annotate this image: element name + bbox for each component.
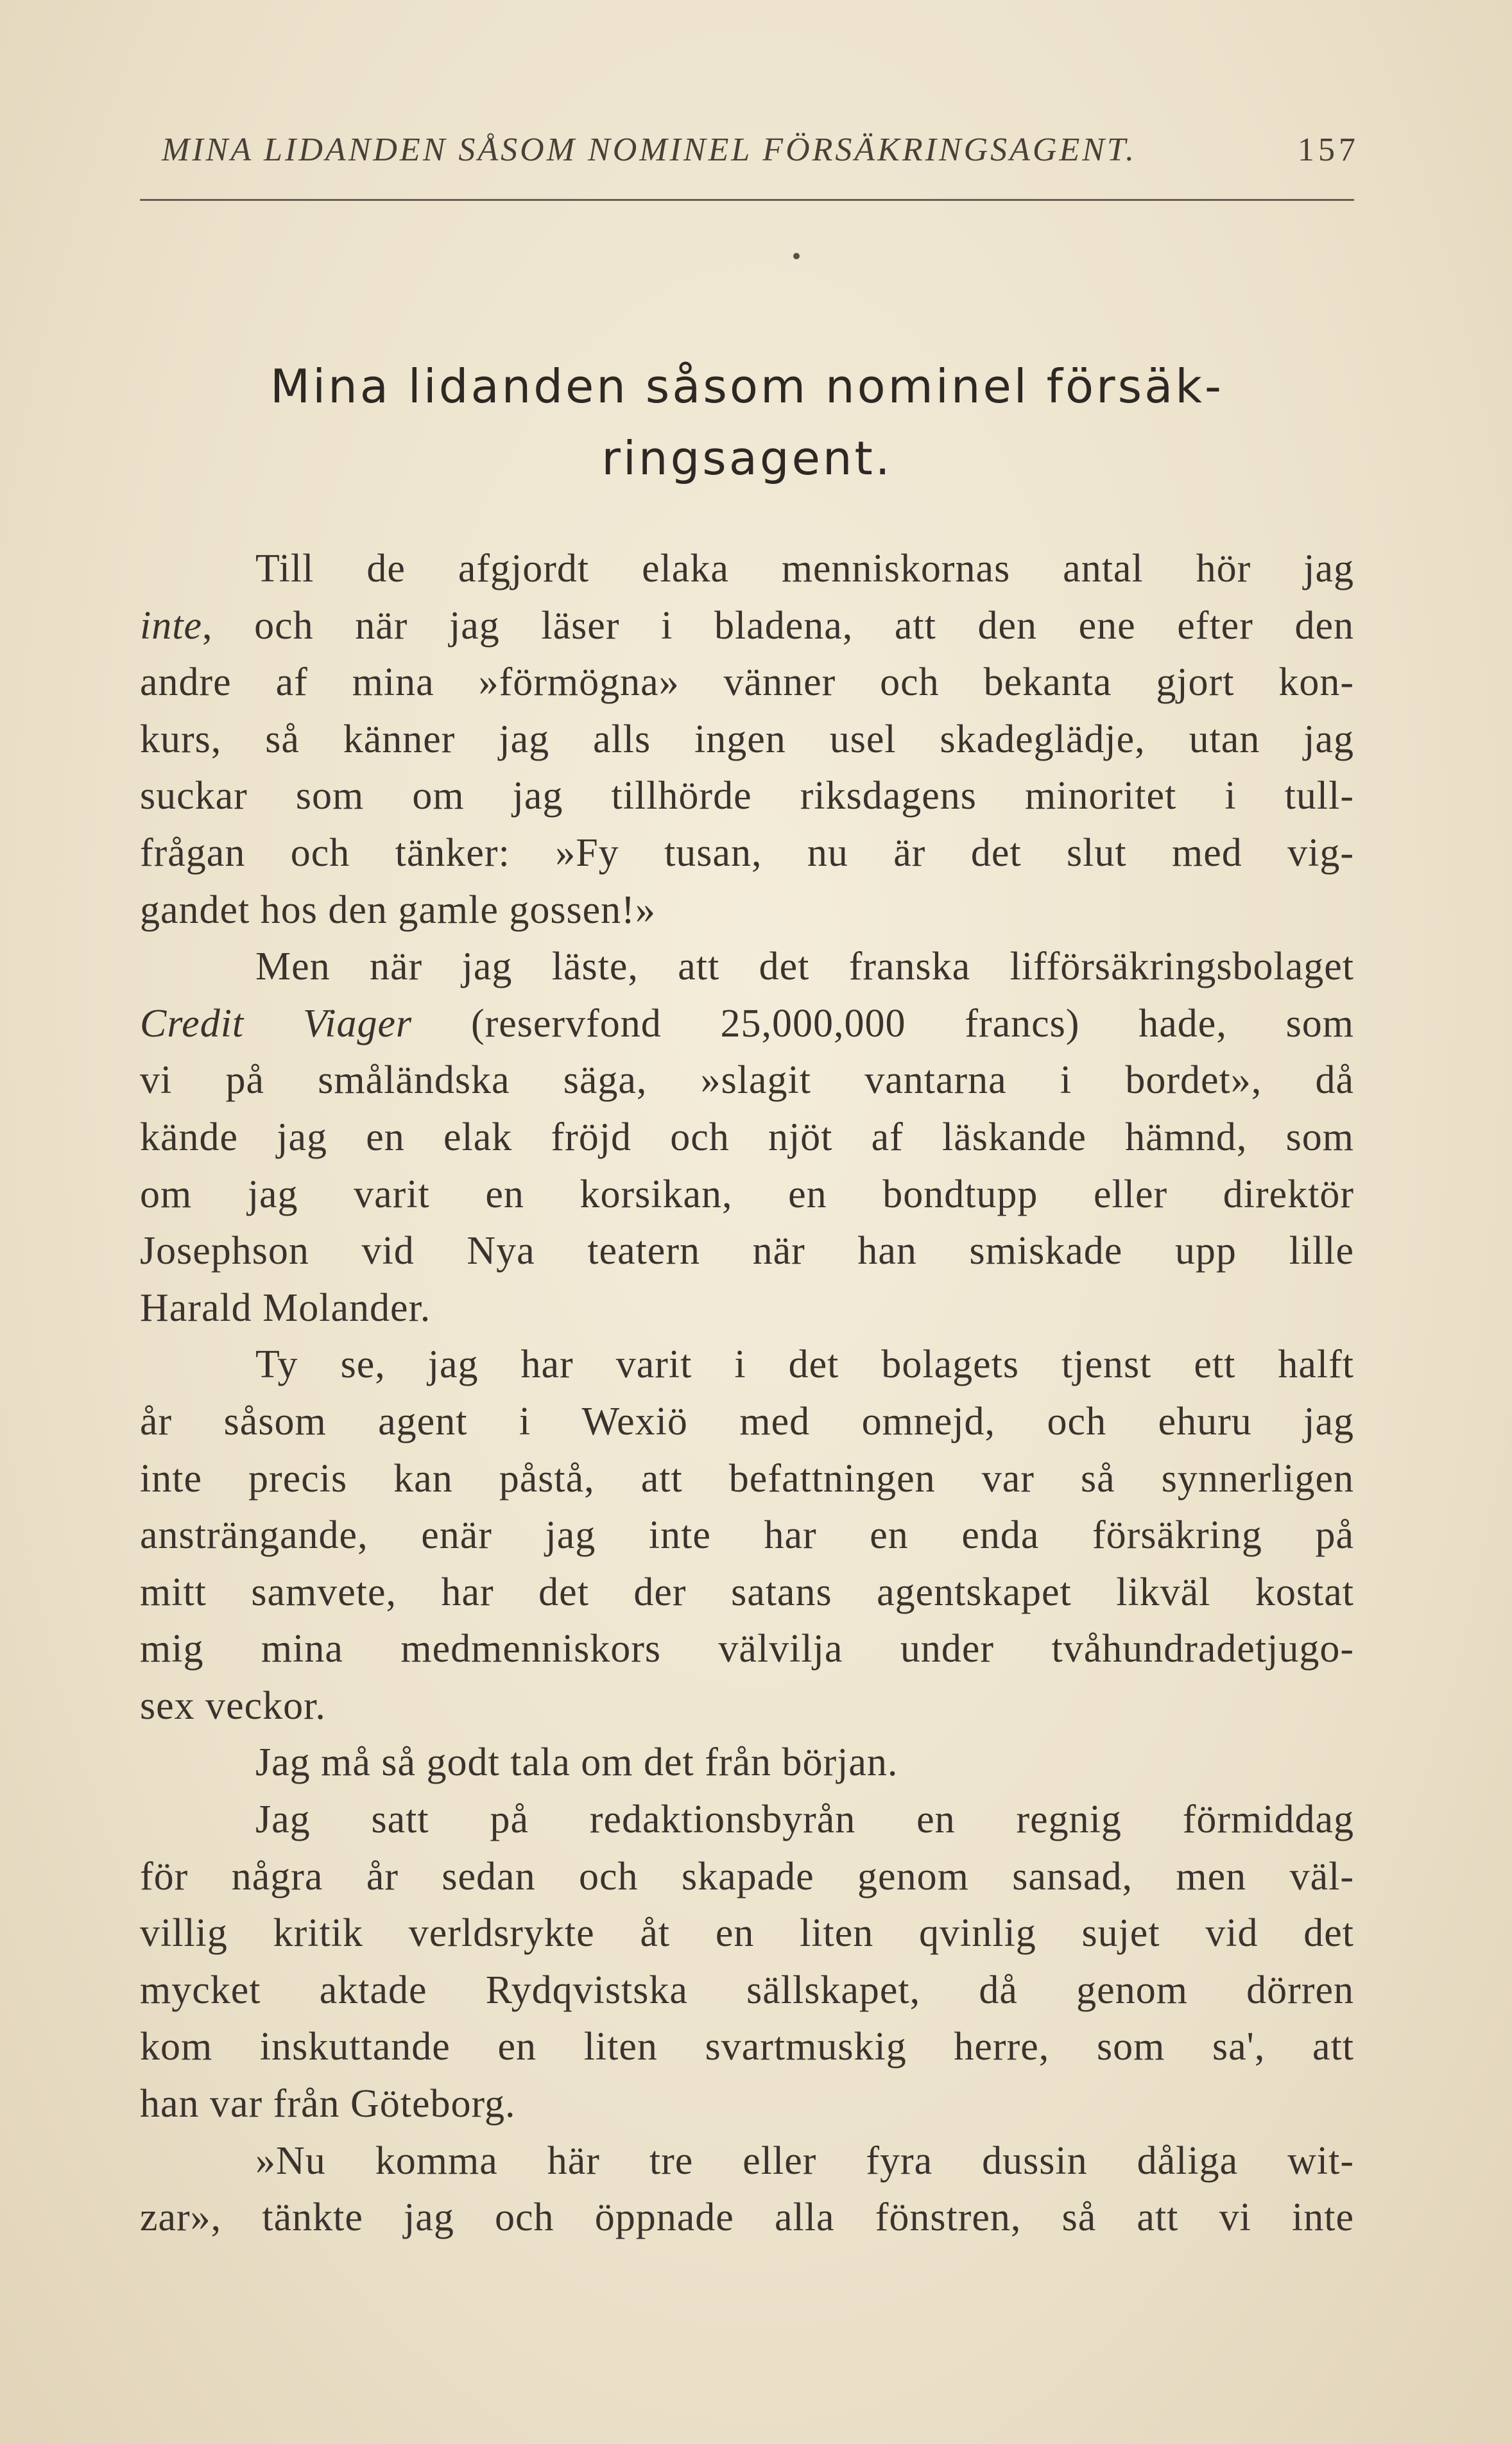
text-line: andre af mina »förmögna» vänner och bekanta gjort kon- — [140, 660, 1354, 705]
text-line: zar», tänkte jag och öppnade alla fönstren, så att vi inte — [140, 2196, 1354, 2240]
text-line: frågan och tänker: »Fy tusan, nu är det slut med vig- — [140, 830, 1354, 875]
text-line: kände jag en elak fröjd och njöt af läskande hämnd, som — [140, 1115, 1354, 1159]
body-text — [140, 540, 1354, 2246]
text-line: Men när jag läste, att det franska lifförsäkringsbolaget — [255, 945, 1354, 989]
text-line: Josephson vid Nya teatern när han smiskade upp lille — [140, 1229, 1354, 1273]
text-line: mitt samvete, har det der satans agentskapet likväl kostat — [140, 1570, 1354, 1614]
text-line: inte precis kan påstå, att befattningen var så synnerligen — [140, 1456, 1354, 1501]
text-line: Jag må så godt tala om det från början. — [255, 1741, 898, 1785]
text-line: Harald Molander. — [140, 1286, 431, 1330]
text-fragment: (reservfond 25,000,000 francs) hade, som — [412, 1001, 1354, 1046]
text-line: kurs, så känner jag alls ingen usel skadeglädje, utan jag — [140, 717, 1354, 761]
text-line: år såsom agent i Wexiö med omnejd, och ehuru jag — [140, 1399, 1354, 1443]
text-line: mycket aktade Rydqvistska sällskapet, då genom dörren — [140, 1968, 1354, 2012]
header-rule — [140, 199, 1354, 201]
text-line: Jag satt på redaktionsbyrån en regnig förmiddag — [255, 1798, 1354, 1842]
text-line: om jag varit en korsikan, en bondtupp eller direktör — [140, 1172, 1354, 1216]
italic-company-name: Credit Viager — [140, 1001, 413, 1046]
text-line: vi på småländska säga, »slagit vantarna i bordet», då — [140, 1058, 1354, 1103]
chapter-title — [140, 350, 1354, 494]
text-line: villig kritik verldsrykte åt en liten qvinlig sujet vid det — [140, 1911, 1354, 1956]
text-line: för några år sedan och skapade genom sansad, men väl- — [140, 1854, 1354, 1898]
text-fragment: , och när jag läser i bladena, att den ene efter den — [202, 603, 1354, 648]
ornament-dot — [793, 253, 800, 259]
page-number: 157 — [1298, 132, 1359, 168]
text-line: Till de afgjordt elaka menniskornas antal hör jag — [255, 547, 1354, 590]
text-line: kom inskuttande en liten svartmuskig herre, som sa', att — [140, 2025, 1354, 2069]
text-line: »Nu komma här tre eller fyra dussin dåliga wit- — [255, 2138, 1354, 2183]
running-head-title: MINA LIDANDEN SÅSOM NOMINEL FÖRSÄKRINGSAGENT. — [162, 132, 1137, 168]
running-head — [140, 122, 1359, 180]
text-line: gandet hos den gamle gossen!» — [140, 888, 656, 932]
text-line: mig mina medmenniskors välvilja under tvåhundradetjugo- — [140, 1627, 1354, 1671]
chapter-title-line-1: Mina lidanden såsom nominel försäk- — [270, 359, 1224, 413]
text-line — [140, 995, 1354, 1053]
text-line: Ty se, jag har varit i det bolagets tjenst ett halft — [255, 1343, 1354, 1387]
text-line: ansträngande, enär jag inte har en enda försäkring på — [140, 1513, 1354, 1558]
text-line: suckar som om jag tillhörde riksdagens minoritet i tull- — [140, 774, 1354, 818]
text-line: han var från Göteborg. — [140, 2082, 516, 2126]
text-line — [140, 598, 1354, 655]
text-line: sex veckor. — [140, 1683, 326, 1728]
chapter-title-line-2: ringsagent. — [601, 431, 893, 485]
italic-word: inte — [140, 603, 202, 648]
